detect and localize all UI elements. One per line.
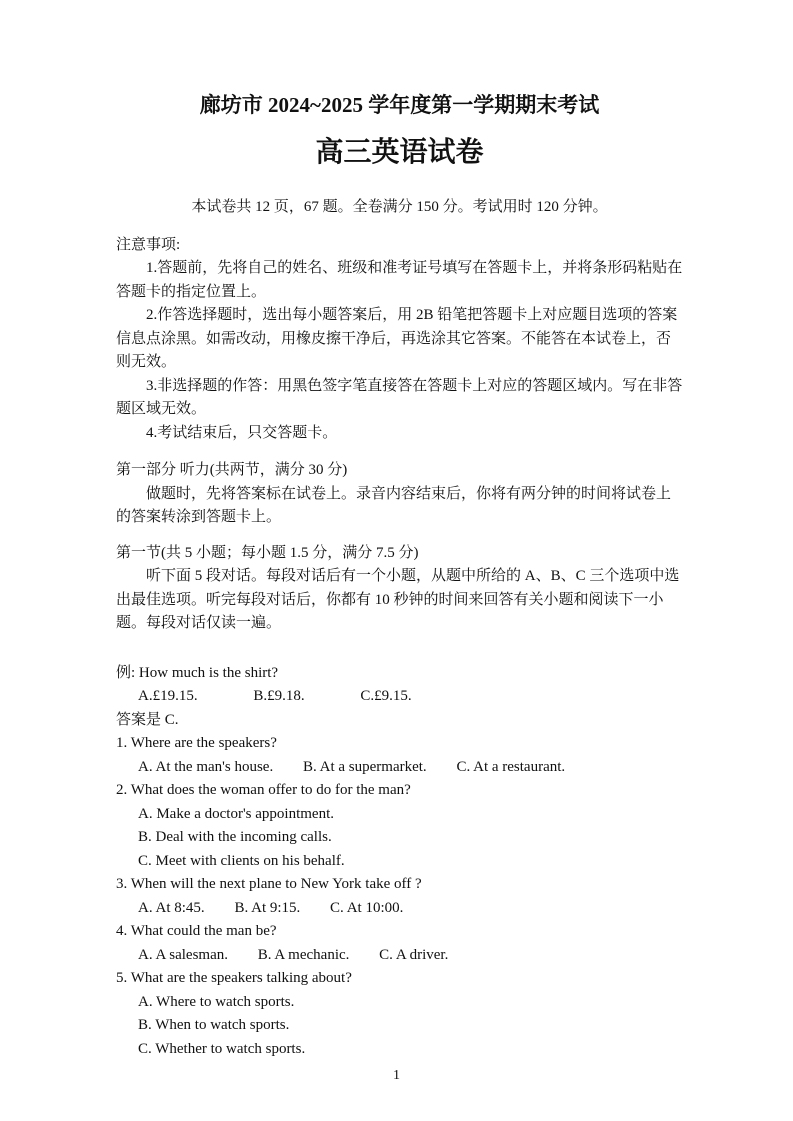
example-options: [116, 685, 683, 709]
question-3-option-b: B. At 9:15.: [234, 899, 301, 916]
example-question-block: [116, 662, 683, 733]
question-1-option-c: C. At a restaurant.: [456, 758, 566, 775]
question-2-option-a: A. Make a doctor's appointment.: [138, 805, 334, 822]
question-5-option-c: C. Whether to watch sports.: [138, 1040, 306, 1057]
example-option-a: A.£19.15.: [138, 688, 198, 704]
exam-title: 廊坊市 2024~2025 学年度第一学期期末考试: [199, 93, 600, 117]
question-5: [116, 967, 683, 1061]
example-answer: 答案是 C.: [116, 711, 179, 728]
section1-block: [116, 542, 683, 636]
exam-info-line: 本试卷共 12 页，67 题。全卷满分 150 分。考试用时 120 分钟。: [191, 199, 608, 215]
question-2-stem: 2. What does the woman offer to do for the man?: [116, 782, 411, 798]
question-3-option-a: A. At 8:45.: [138, 899, 205, 916]
example-question-stem: 例: How much is the shirt?: [116, 664, 279, 681]
question-1-stem: 1. Where are the speakers?: [116, 735, 277, 751]
question-2: [116, 779, 683, 873]
part1-header: 第一部分 听力(共两节，满分 30 分): [116, 462, 348, 478]
exam-subtitle: 高三英语试卷: [315, 137, 484, 168]
question-3: [116, 873, 683, 920]
question-4-option-b: B. A mechanic.: [257, 946, 350, 963]
section1-intro: 听下面 5 段对话。每段对话后有一个小题，从题中所给的 A、B、C 三个选项中选出最佳选项。听完每段对话后，你都有 10 秒钟的时间来回答有关小题和阅读下一小题。每段对话仅读一遍。: [116, 568, 680, 631]
question-4: [116, 920, 683, 967]
example-option-b: B.£9.18.: [253, 688, 305, 704]
section1-header: 第一节(共 5 小题；每小题 1.5 分，满分 7.5 分): [116, 544, 419, 561]
notice-item-4: 4.考试结束后，只交答题卡。: [146, 424, 338, 441]
question-3-stem: 3. When will the next plane to New York take off ?: [116, 876, 422, 892]
question-1: [116, 732, 683, 779]
question-4-option-a: A. A salesman.: [138, 946, 228, 963]
question-1-options: [116, 756, 683, 780]
notice-item-3: 3.非选择题的作答：用黑色签字笔直接答在答题卡上对应的答题区域内。写在非答题区域无效。: [116, 377, 683, 417]
part1-intro: 做题时，先将答案标在试卷上。录音内容结束后，你将有两分钟的时间将试卷上的答案转涂到答题卡上。: [116, 485, 672, 525]
page-number: 1: [393, 1067, 400, 1083]
question-5-option-a: A. Where to watch sports.: [138, 993, 295, 1010]
notices-section: [116, 234, 683, 446]
question-3-options: [116, 897, 683, 921]
question-2-option-b: B. Deal with the incoming calls.: [138, 829, 332, 845]
part1-section: [116, 459, 683, 530]
question-4-option-c: C. A driver.: [379, 946, 449, 963]
notices-header: 注意事项:: [116, 236, 181, 253]
question-2-option-c: C. Meet with clients on his behalf.: [138, 852, 345, 869]
question-1-option-a: A. At the man's house.: [138, 758, 274, 775]
question-5-stem: 5. What are the speakers talking about?: [116, 970, 352, 986]
question-1-option-b: B. At a supermarket.: [302, 758, 427, 775]
question-4-stem: 4. What could the man be?: [116, 923, 277, 939]
question-3-option-c: C. At 10:00.: [330, 899, 404, 916]
notice-item-1: 1.答题前，先将自己的姓名、班级和准考证号填写在答题卡上，并将条形码粘贴在答题卡的指定位置上。: [116, 260, 683, 300]
question-5-option-b: B. When to watch sports.: [138, 1017, 290, 1033]
example-option-c: C.£9.15.: [360, 688, 412, 704]
question-4-options: [116, 944, 683, 968]
notice-item-2: 2.作答选择题时，选出每小题答案后，用 2B 铅笔把答题卡上对应题目选项的答案信息点涂黑。如需改动，用橡皮擦干净后，再选涂其它答案。不能答在本试卷上，否则无效。: [116, 307, 678, 370]
